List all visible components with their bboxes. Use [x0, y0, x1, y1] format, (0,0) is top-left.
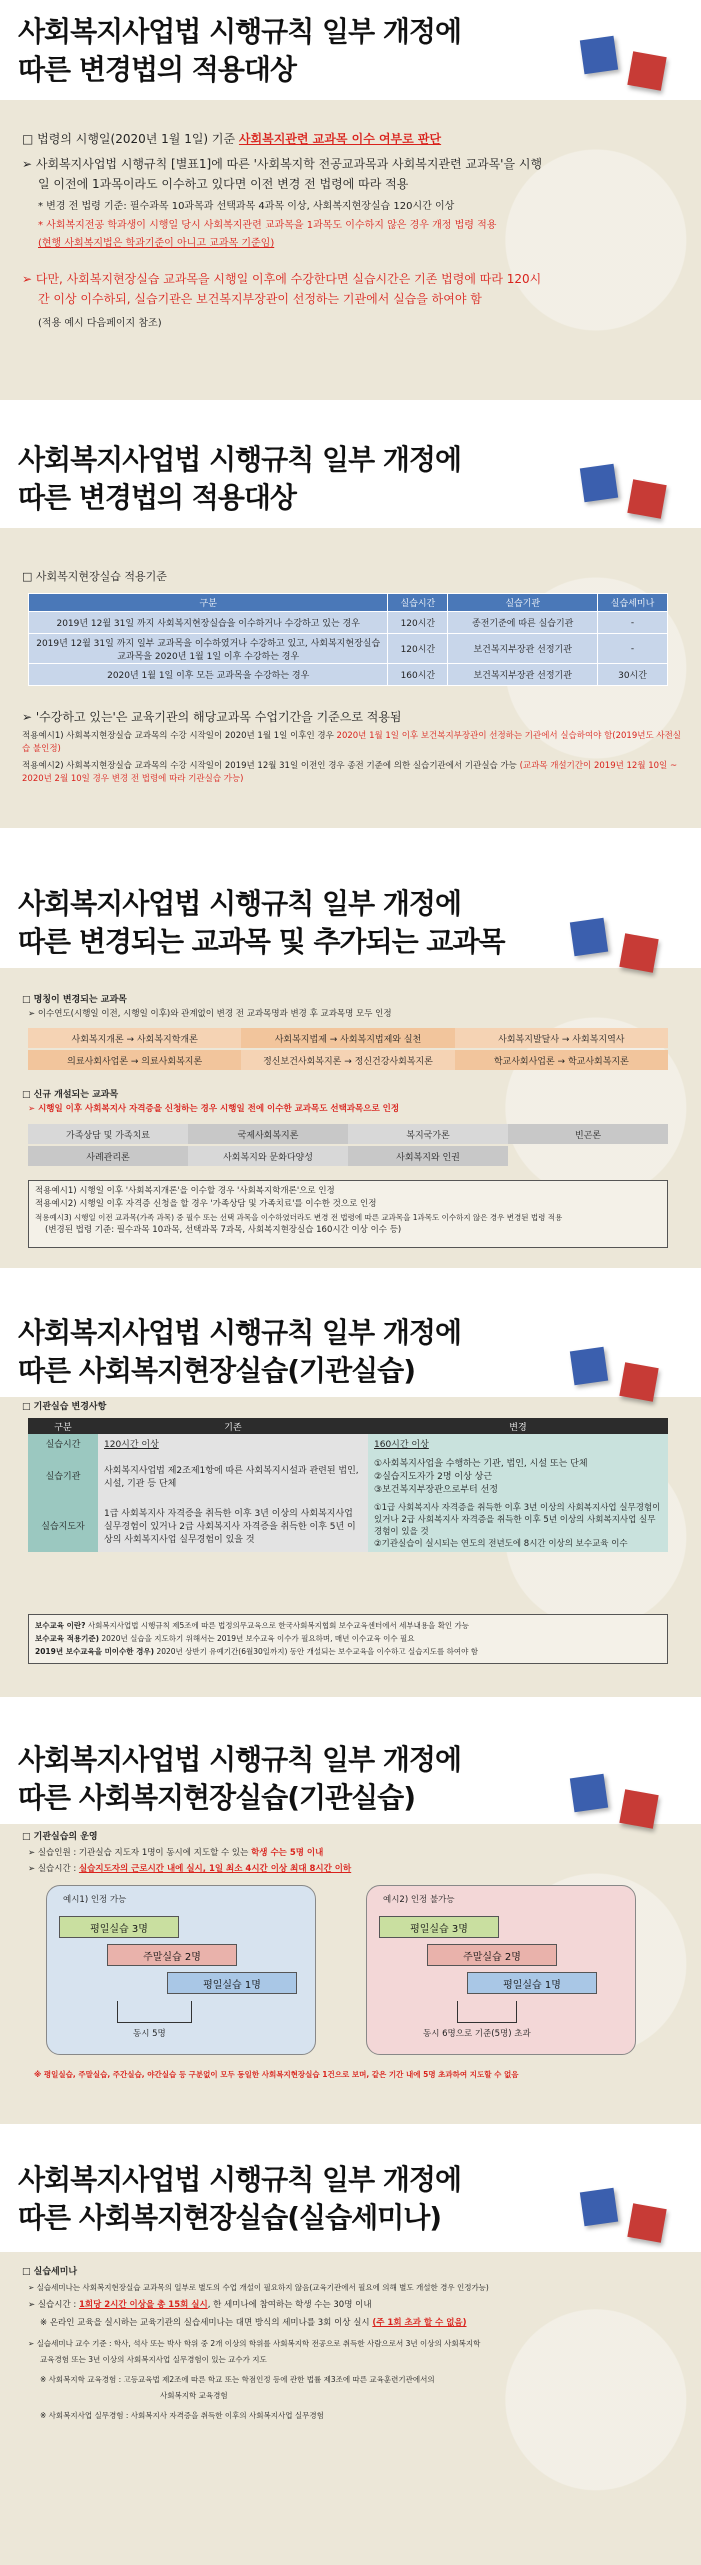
bullet: ➢ 실습시간 : 1회당 2시간 이상을 총 15회 실시, 한 세미나에 참여하는 학생 수는 30명 이내: [28, 2300, 372, 2310]
note: (적용 예시 다음페이지 참조): [38, 318, 162, 329]
slide-title-line2: 따른 사회복지현장실습(기관실습): [18, 1781, 416, 1814]
slide-title-line1: 사회복지사업법 시행규칙 일부 개정에: [18, 1743, 462, 1776]
slide-title-line2: 따른 사회복지현장실습(실습세미나): [18, 2201, 442, 2234]
footnote: ※ 평일실습, 주말실습, 주간실습, 야간실습 등 구분없이 모두 동일한 사회복지현장실습 1건으로 보며, 같은 기간 내에 5명 초과하여 지도할 수 없음: [34, 2070, 519, 2079]
note-red: (현행 사회복지법은 학과기준이 아니고 교과목 기준임): [38, 238, 275, 249]
weekday-1-bar: 평일실습 1명: [467, 1972, 597, 1994]
table-cell: 120시간: [388, 634, 448, 664]
education-notes-box: [28, 1614, 668, 1664]
red-square-decoration: [627, 2203, 666, 2242]
table-header: 기존: [98, 1418, 368, 1434]
blue-square-decoration: [570, 1347, 608, 1385]
paragraph: ➢ 이수연도(시행일 이전, 시행일 이후)와 관계없이 변경 전 교과목명과 변경 후 교과목명 모두 인정: [28, 1009, 392, 1019]
paragraph: ➢ 사회복지사업법 시행규칙 [별표1]에 따른 '사회복지학 전공교과목과 사회복지관련 교과목'을 시행: [22, 157, 543, 171]
caption: 동시 5명: [133, 2029, 166, 2039]
example-label: 예시1) 인정 가능: [63, 1895, 127, 1905]
slide-title-line1: 사회복지사업법 시행규칙 일부 개정에: [18, 443, 462, 476]
example-note: 적용예시1) 시행일 이후 '사회복지개론'을 이수할 경우 '사회복지학개론'으로 인정: [35, 1186, 335, 1196]
red-square-decoration: [627, 51, 666, 90]
weekend-2-bar: 주말실습 2명: [107, 1944, 237, 1966]
red-square-decoration: [619, 1362, 658, 1401]
renamed-courses-row: [28, 1028, 668, 1048]
practice-criteria-table: [28, 593, 668, 686]
section-heading: □ 기관실습 변경사항: [22, 1402, 107, 1412]
note: ※ 사회복지사업 실무경험 : 사회복지사 자격증을 취득한 이후의 사회복지사업 실무경험: [40, 2411, 324, 2420]
note-red: * 사회복지전공 학과생이 시행일 당시 사회복지관련 교과목을 1과목도 이수하지 않은 경우 개정 법령 적용: [38, 220, 497, 231]
red-square-decoration: [619, 933, 658, 972]
examples-box: [28, 1180, 668, 1248]
table-cell: 종전기준에 따른 실습기관: [448, 612, 598, 634]
table-cell: 2019년 12월 31일 까지 일부 교과목을 이수하였거나 수강하고 있고, 사회복지현장실습 교과목을 2020년 1월 1일 이후 수강하는 경우: [29, 634, 388, 664]
table-row: [29, 634, 668, 664]
course-chip: 정신보건사회복지론 → 정신건강사회복지론: [241, 1050, 454, 1070]
table-cell: 160시간: [388, 664, 448, 686]
slide-title-line1: 사회복지사업법 시행규칙 일부 개정에: [18, 2163, 462, 2196]
course-chip: 가족상담 및 가족치료: [28, 1124, 188, 1144]
example-not-allowed-box: [366, 1885, 636, 2055]
table-header: 실습세미나: [598, 594, 668, 612]
empty-chip: [508, 1146, 668, 1166]
table-cell: -: [598, 612, 668, 634]
slide-title-line1: 사회복지사업법 시행규칙 일부 개정에: [18, 15, 462, 48]
course-chip: 국제사회복지론: [188, 1124, 348, 1144]
blue-square-decoration: [570, 1774, 608, 1812]
course-chip: 사례관리론: [28, 1146, 188, 1166]
example-note: (변경된 법령 기준: 필수과목 10과목, 선택과목 7과목, 사회복지현장실습 160시간 이상 이수 등): [45, 1225, 402, 1235]
table-cell: -: [598, 634, 668, 664]
note: ※ 온라인 교육을 실시하는 교육기관의 실습세미나는 대면 방식의 세미나를 3회 이상 실시 (주 1회 초과 할 수 없음): [40, 2318, 467, 2328]
course-chip: 사회복지와 문화다양성: [188, 1146, 348, 1166]
weekday-3-bar: 평일실습 3명: [59, 1916, 179, 1938]
course-chip: 사회복지법제 → 사회복지법제와 실천: [241, 1028, 454, 1048]
course-chip: 복지국가론: [348, 1124, 508, 1144]
table-row: [29, 612, 668, 634]
table-cell: 보건복지부장관 선정기관: [448, 634, 598, 664]
course-chip: 사회복지와 인권: [348, 1146, 508, 1166]
section-heading: □ 명칭이 변경되는 교과목: [22, 995, 127, 1005]
practice-change-table: [28, 1418, 668, 1552]
blue-square-decoration: [580, 464, 618, 502]
table-row: [28, 1434, 668, 1453]
section-heading: □ 실습세미나: [22, 2267, 78, 2277]
note: 보수교육 이란? 사회복지사업법 시행규칙 제5조에 따른 법정의무교육으로 한국사회복지협회 보수교육센터에서 세부내용을 확인 가능: [35, 1621, 470, 1630]
course-chip: 학교사회사업론 → 학교사회복지론: [455, 1050, 668, 1070]
paragraph: ➢ '수강하고 있는'은 교육기관의 해당교과목 수업기간을 기준으로 적용됨: [22, 710, 402, 724]
slide-title-line2: 따른 변경법의 적용대상: [18, 481, 296, 514]
table-row: [28, 1498, 668, 1552]
paragraph-red: ➢ 시행일 이후 사회복지사 자격증을 신청하는 경우 시행일 전에 이수한 교과목도 선택과목으로 인정: [28, 1104, 400, 1114]
note: 보수교육 적용기준) 2020년 실습을 지도하기 위해서는 2019년 보수교육 이수가 필요하며, 매년 이수교육 이수 필요: [35, 1634, 415, 1643]
table-cell: 2019년 12월 31일 까지 사회복지현장실습을 이수하거나 수강하고 있는 경우: [29, 612, 388, 634]
slide-title-line2: 따른 사회복지현장실습(기관실습): [18, 1354, 416, 1387]
table-cell: 2020년 1월 1일 이후 모든 교과목을 수강하는 경우: [29, 664, 388, 686]
example-note: 적용예시1) 사회복지현장실습 교과목의 수강 시작일이 2020년 1월 1일 이후인 경우 2020년 1월 1일 이후 보건복지부장관이 선정하는 기관에서 실습하여야 함(2019년도 사전실습 불인정): [22, 731, 681, 754]
note: 2019년 보수교육을 미이수한 경우) 2020년 상반기 유예기간(6월30일까지) 동안 개설되는 보수교육을 이수하고 실습지도를 하여야 함: [35, 1647, 478, 1656]
table-header: 구분: [28, 1418, 98, 1434]
example-note: 적용예시2) 사회복지현장실습 교과목의 수강 시작일이 2019년 12월 31일 이전인 경우 종전 기준에 의한 실습기관에서 기관실습 가능 (교과목 개설기간이 2019년 12월 10일 ~ 2020년 2월 10일 경우 변경 전 법령에 따라 기관실습 가능): [22, 761, 678, 784]
bullet: ➢ 실습시간 : 실습지도자의 근로시간 내에 실시, 1일 최소 4시간 이상 최대 8시간 이하: [28, 1864, 352, 1874]
new-value: ①1급 사회복지사 자격증을 취득한 이후 3년 이상의 사회복지사업 실무경험이 있거나 2급 사회복지사 자격증을 취득한 이후 5년 이상의 사회복지사업 실무경험이 있을 것 ②기관실습이 실시되는 연도의 전년도에 8시간 이상의 보수교육 이수: [368, 1498, 668, 1552]
table-cell: 30시간: [598, 664, 668, 686]
weekday-1-bar: 평일실습 1명: [167, 1972, 297, 1994]
weekend-2-bar: 주말실습 2명: [427, 1944, 557, 1966]
overlap-bracket: [457, 2001, 517, 2023]
course-chip: 빈곤론: [508, 1124, 668, 1144]
course-chip: 사회복지발달사 → 사회복지역사: [455, 1028, 668, 1048]
bullet: ➢ 실습인원 : 기관실습 지도자 1명이 동시에 지도할 수 있는 학생 수는 5명 이내: [28, 1848, 324, 1858]
row-key: 실습시간: [28, 1434, 98, 1453]
table-header: 구분: [29, 594, 388, 612]
blue-square-decoration: [580, 2188, 618, 2226]
blue-square-decoration: [580, 36, 618, 74]
slide-title-line1: 사회복지사업법 시행규칙 일부 개정에: [18, 887, 462, 920]
weekday-3-bar: 평일실습 3명: [379, 1916, 499, 1938]
table-header: 실습시간: [388, 594, 448, 612]
note-cont: 사회복지학 교육경험: [160, 2391, 228, 2400]
table-header: 실습기관: [448, 594, 598, 612]
slide-title-line1: 사회복지사업법 시행규칙 일부 개정에: [18, 1316, 462, 1349]
new-value: ①사회복지사업을 수행하는 기관, 법인, 시설 또는 단체 ②실습지도자가 2명 이상 상근 ③보건복지부장관으로부터 선정: [368, 1453, 668, 1498]
table-row: [29, 664, 668, 686]
slide-1: [0, 0, 701, 400]
course-chip: 의료사회사업론 → 의료사회복지론: [28, 1050, 241, 1070]
blue-square-decoration: [570, 918, 608, 956]
red-square-decoration: [627, 479, 666, 518]
example-note: 적용예시2) 시행일 이후 자격증 신청을 할 경우 '가족상담 및 가족치료'를 이수한 것으로 인정: [35, 1199, 377, 1209]
paragraph-red: 간 이상 이수하되, 실습기관은 보건복지부장관이 선정하는 기관에서 실습을 하여야 함: [38, 292, 482, 306]
new-value: 160시간 이상: [368, 1434, 668, 1453]
slide-title-line2: 따른 변경법의 적용대상: [18, 53, 296, 86]
bullet-cont: 교육경험 또는 3년 이상의 사회복지사업 실무경험이 있는 교수가 지도: [40, 2355, 267, 2364]
table-row: [28, 1453, 668, 1498]
old-value: 1급 사회복지사 자격증을 취득한 이후 3년 이상의 사회복지사업 실무경험이 있거나 2급 사회복지사 자격증을 취득한 이후 5년 이상의 사회복지사업 실무경험이 있을 것: [98, 1498, 368, 1552]
old-value: 120시간 이상: [98, 1434, 368, 1453]
red-square-decoration: [619, 1789, 658, 1828]
paragraph: 일 이전에 1과목이라도 이수하고 있다면 이전 변경 전 법령에 따라 적용: [38, 177, 409, 191]
row-key: 실습기관: [28, 1453, 98, 1498]
new-courses-row: [28, 1124, 668, 1144]
section-heading: □ 사회복지현장실습 적용기준: [22, 570, 167, 583]
section-heading: □ 기관실습의 운영: [22, 1832, 98, 1842]
example-allowed-box: [46, 1885, 316, 2055]
note: ※ 사회복지학 교육경험 : 고등교육법 제2조에 따른 학교 또는 학점인정 등에 관한 법률 제3조에 따른 교육훈련기관에서의: [40, 2375, 435, 2384]
new-courses-row: [28, 1146, 668, 1166]
overlap-bracket: [117, 2001, 192, 2023]
table-cell: 120시간: [388, 612, 448, 634]
renamed-courses-row: [28, 1050, 668, 1070]
paragraph-red: ➢ 다만, 사회복지현장실습 교과목을 시행일 이후에 수강한다면 실습시간은 기존 법령에 따라 120시: [22, 272, 542, 286]
slide-title-line2: 따른 변경되는 교과목 및 추가되는 교과목: [18, 925, 505, 958]
bullet: ➢ 실습세미나 교수 기준 : 학사, 석사 또는 박사 학위 중 2개 이상의 학위를 사회복지학 전공으로 취득한 사람으로서 3년 이상의 사회복지학: [28, 2339, 481, 2348]
section-heading: □ 법령의 시행일(2020년 1월 1일) 기준 사회복지관련 교과목 이수 여부로 판단: [22, 132, 442, 146]
bullet: ➢ 실습세미나는 사회복지현장실습 교과목의 일부로 별도의 수업 개설이 필요하지 않음(교육기관에서 필요에 의해 별도 개설한 경우 인정가능): [28, 2283, 489, 2292]
table-header: 변경: [368, 1418, 668, 1434]
note: * 변경 전 법령 기준: 필수과목 10과목과 선택과목 4과목 이상, 사회복지현장실습 120시간 이상: [38, 201, 455, 212]
table-cell: 보건복지부장관 선정기관: [448, 664, 598, 686]
example-label: 예시2) 인정 불가능: [383, 1895, 455, 1905]
row-key: 실습지도자: [28, 1498, 98, 1552]
old-value: 사회복지사업법 제2조제1항에 따른 사회복지시설과 관련된 법인, 시설, 기관 등 단체: [98, 1453, 368, 1498]
section-heading: □ 신규 개설되는 교과목: [22, 1090, 119, 1100]
caption: 동시 6명으로 기준(5명) 초과: [423, 2029, 531, 2039]
example-note: 적용예시3) 시행일 이전 교과목(가족 과목) 중 필수 또는 선택 과목을 이수하였더라도 변경 전 법령에 따른 교과목을 1과목도 이수하지 않은 경우 변경된 법령 적용: [35, 1213, 563, 1222]
course-chip: 사회복지개론 → 사회복지학개론: [28, 1028, 241, 1048]
